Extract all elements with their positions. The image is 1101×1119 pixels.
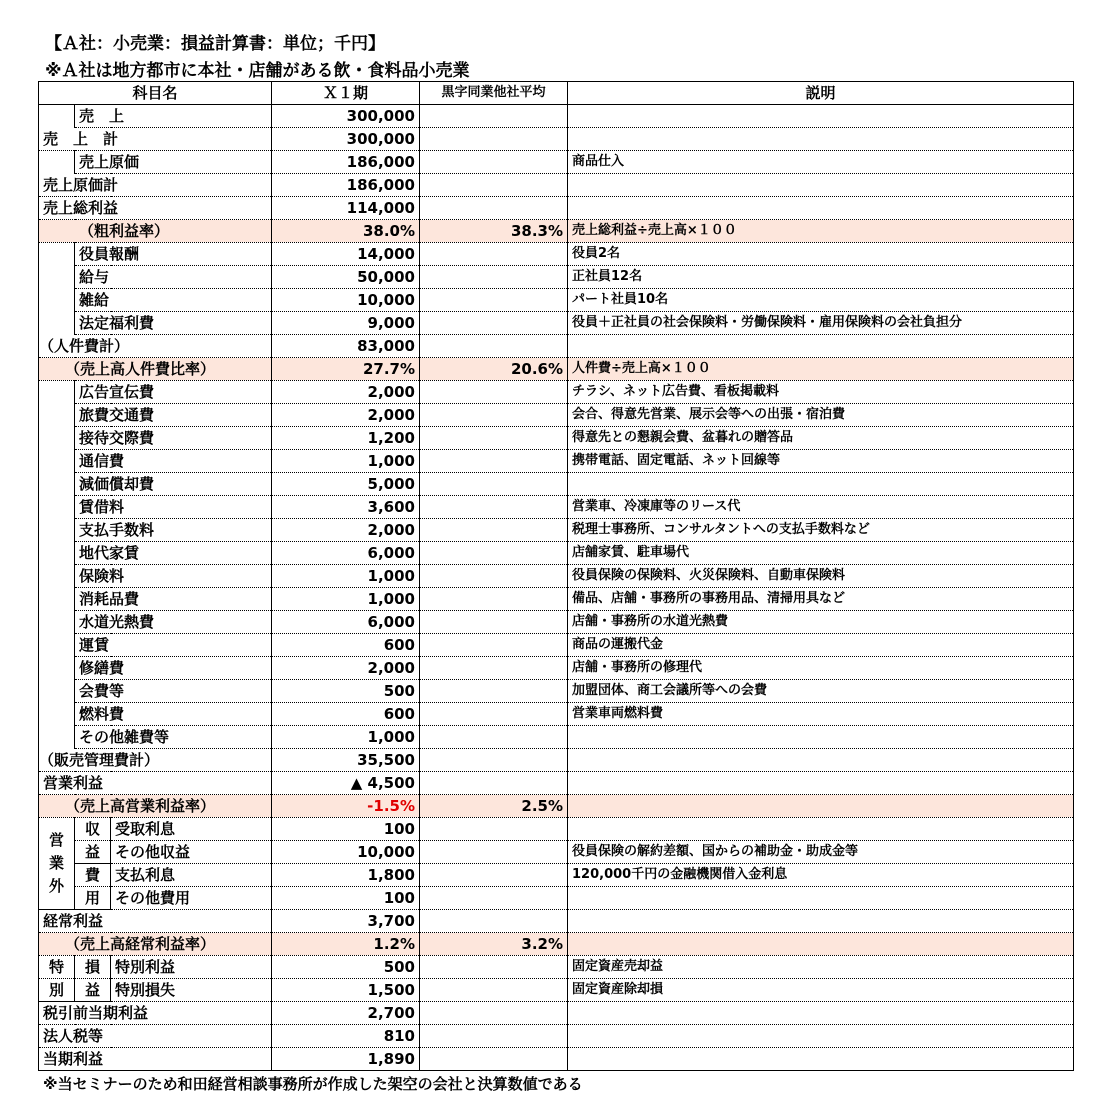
row-label: 税引前当期利益	[39, 1002, 272, 1025]
table-row	[39, 1048, 1074, 1071]
row-value: 100	[272, 818, 420, 841]
row-value: 186,000	[272, 151, 420, 174]
row-value: 27.7%	[272, 358, 420, 381]
row-label: 法定福利費	[75, 312, 272, 335]
row-label: 売上総利益	[39, 197, 272, 220]
row-desc: 人件費÷売上高×１００	[568, 358, 1074, 381]
row-desc: 商品仕入	[568, 151, 1074, 174]
row-label: （売上高人件費比率）	[39, 358, 272, 381]
table-row	[39, 312, 1074, 335]
row-value: 10,000	[272, 841, 420, 864]
table-row	[39, 404, 1074, 427]
row-label: （売上高営業利益率）	[39, 795, 272, 818]
table-row	[39, 197, 1074, 220]
row-desc: 営業車、冷凍庫等のリース代	[568, 496, 1074, 519]
row-value: 1,000	[272, 726, 420, 749]
row-value: 83,000	[272, 335, 420, 358]
row-value: 2,000	[272, 404, 420, 427]
row-label: 消耗品費	[75, 588, 272, 611]
row-desc: 正社員12名	[568, 266, 1074, 289]
row-desc: 商品の運搬代金	[568, 634, 1074, 657]
row-value: 14,000	[272, 243, 420, 266]
row-value: 50,000	[272, 266, 420, 289]
row-desc: 役員保険の保険料、火災保険料、自動車保険料	[568, 565, 1074, 588]
row-label: 燃料費	[75, 703, 272, 726]
table-row	[39, 1002, 1074, 1025]
table-row	[39, 657, 1074, 680]
table-row	[39, 841, 1074, 864]
row-label: 修繕費	[75, 657, 272, 680]
row-value: 3,700	[272, 910, 420, 933]
table-row	[39, 979, 1074, 1002]
row-label: 広告宣伝費	[75, 381, 272, 404]
ratio-row	[39, 933, 1074, 956]
row-desc: チラシ、ネット広告費、看板掲載料	[568, 381, 1074, 404]
side-shueki-1: 収	[75, 818, 111, 841]
row-label: （人件費計）	[39, 335, 272, 358]
row-desc: 加盟団体、商工会議所等への会費	[568, 680, 1074, 703]
table-row	[39, 726, 1074, 749]
sheet-title: 【Ａ社：小売業：損益計算書：単位；千円】	[45, 34, 385, 54]
table-row	[39, 864, 1074, 887]
table-row	[39, 1025, 1074, 1048]
table-row	[39, 588, 1074, 611]
row-label: 給与	[75, 266, 272, 289]
row-label: 雑給	[75, 289, 272, 312]
table-row	[39, 496, 1074, 519]
row-desc: 携帯電話、固定電話、ネット回線等	[568, 450, 1074, 473]
table-row	[39, 749, 1074, 772]
header-period: Ｘ１期	[272, 82, 420, 105]
row-label: 通信費	[75, 450, 272, 473]
row-value: 500	[272, 956, 420, 979]
row-value: 35,500	[272, 749, 420, 772]
row-value: 5,000	[272, 473, 420, 496]
row-desc: 店舗・事務所の修理代	[568, 657, 1074, 680]
row-label: 支払手数料	[75, 519, 272, 542]
ratio-row	[39, 358, 1074, 381]
row-label: 特別損失	[111, 979, 272, 1002]
row-desc: パート社員10名	[568, 289, 1074, 312]
table-row	[39, 818, 1074, 841]
row-value: 1.2%	[272, 933, 420, 956]
row-value: 6,000	[272, 611, 420, 634]
row-label: 売 上	[75, 105, 272, 128]
row-desc: 店舗・事務所の水道光熱費	[568, 611, 1074, 634]
side-tokubetsu-2: 別	[39, 979, 75, 1002]
row-label: （販売管理費計）	[39, 749, 272, 772]
side-eigyogai: 営 業 外	[39, 818, 75, 910]
row-avg: 20.6%	[420, 358, 568, 381]
row-value: 810	[272, 1025, 420, 1048]
table-row	[39, 151, 1074, 174]
sheet-subtitle: ※Ａ社は地方都市に本社・店舗がある飲・食料品小売業	[45, 61, 470, 81]
row-label: 売 上 計	[39, 128, 272, 151]
row-value: 114,000	[272, 197, 420, 220]
row-label: 支払利息	[111, 864, 272, 887]
row-label: 旅費交通費	[75, 404, 272, 427]
row-value: 3,600	[272, 496, 420, 519]
side-hiyo-2: 用	[75, 887, 111, 910]
row-value: 6,000	[272, 542, 420, 565]
row-avg: 2.5%	[420, 795, 568, 818]
table-row	[39, 243, 1074, 266]
row-value: 2,000	[272, 657, 420, 680]
side-sonneki-2: 益	[75, 979, 111, 1002]
row-value: 300,000	[272, 128, 420, 151]
row-label: 保険料	[75, 565, 272, 588]
row-label: 当期利益	[39, 1048, 272, 1071]
row-label: （粗利益率）	[39, 220, 272, 243]
table-row	[39, 611, 1074, 634]
row-label: 売上原価計	[39, 174, 272, 197]
row-desc: 売上総利益÷売上高×１００	[568, 220, 1074, 243]
row-value: 1,000	[272, 565, 420, 588]
row-label: 特別利益	[111, 956, 272, 979]
table-row	[39, 565, 1074, 588]
row-value: 300,000	[272, 105, 420, 128]
row-value: -1.5%	[272, 795, 420, 818]
row-label: 売上原価	[75, 151, 272, 174]
row-label: 賃借料	[75, 496, 272, 519]
side-hiyo-1: 費	[75, 864, 111, 887]
row-desc: 120,000千円の金融機関借入金利息	[568, 864, 1074, 887]
table-row	[39, 542, 1074, 565]
row-label: 減価償却費	[75, 473, 272, 496]
row-label: 役員報酬	[75, 243, 272, 266]
table-row	[39, 772, 1074, 795]
row-value: 1,890	[272, 1048, 420, 1071]
row-desc: 役員＋正社員の社会保険料・労働保険料・雇用保険料の会社負担分	[568, 312, 1074, 335]
row-label: 会費等	[75, 680, 272, 703]
table-row	[39, 450, 1074, 473]
row-value: 600	[272, 634, 420, 657]
header-row	[39, 82, 1074, 105]
table-row	[39, 956, 1074, 979]
table-row	[39, 910, 1074, 933]
row-label: 接待交際費	[75, 427, 272, 450]
table-row	[39, 335, 1074, 358]
table-row	[39, 381, 1074, 404]
row-desc: 固定資産除却損	[568, 979, 1074, 1002]
row-value: 100	[272, 887, 420, 910]
row-desc: 会合、得意先営業、展示会等への出張・宿泊費	[568, 404, 1074, 427]
row-value: 10,000	[272, 289, 420, 312]
header-desc: 説明	[568, 82, 1074, 105]
table-row	[39, 128, 1074, 151]
row-label: 法人税等	[39, 1025, 272, 1048]
row-label: その他収益	[111, 841, 272, 864]
row-value: 1,000	[272, 450, 420, 473]
row-label: （売上高経常利益率）	[39, 933, 272, 956]
ratio-row	[39, 795, 1074, 818]
table-row	[39, 680, 1074, 703]
row-label: 経常利益	[39, 910, 272, 933]
row-label: 地代家賃	[75, 542, 272, 565]
ratio-row	[39, 220, 1074, 243]
row-desc: 備品、店舗・事務所の事務用品、清掃用具など	[568, 588, 1074, 611]
row-value: 600	[272, 703, 420, 726]
row-value: 2,700	[272, 1002, 420, 1025]
header-item: 科目名	[39, 82, 272, 105]
row-label: 水道光熱費	[75, 611, 272, 634]
row-desc: 税理士事務所、コンサルタントへの支払手数料など	[568, 519, 1074, 542]
row-desc: 役員保険の解約差額、国からの補助金・助成金等	[568, 841, 1074, 864]
row-label: 受取利息	[111, 818, 272, 841]
row-value: 500	[272, 680, 420, 703]
side-tokubetsu-1: 特	[39, 956, 75, 979]
table-row	[39, 634, 1074, 657]
row-value: 1,800	[272, 864, 420, 887]
row-desc: 得意先との懇親会費、盆暮れの贈答品	[568, 427, 1074, 450]
row-label: 運賃	[75, 634, 272, 657]
row-value: 2,000	[272, 381, 420, 404]
income-statement-table	[38, 81, 1074, 1071]
row-label: その他費用	[111, 887, 272, 910]
table-row	[39, 519, 1074, 542]
row-value: 2,000	[272, 519, 420, 542]
row-value: 1,200	[272, 427, 420, 450]
table-row	[39, 266, 1074, 289]
row-value: 186,000	[272, 174, 420, 197]
row-desc: 固定資産売却益	[568, 956, 1074, 979]
row-value: 1,000	[272, 588, 420, 611]
row-value: 1,500	[272, 979, 420, 1002]
row-desc: 役員2名	[568, 243, 1074, 266]
row-value: 38.0%	[272, 220, 420, 243]
row-label: その他雑費等	[75, 726, 272, 749]
row-desc: 店舗家賃、駐車場代	[568, 542, 1074, 565]
row-desc: 営業車両燃料費	[568, 703, 1074, 726]
table-row	[39, 473, 1074, 496]
table-row	[39, 105, 1074, 128]
row-value: ▲ 4,500	[272, 772, 420, 795]
footnote: ※当セミナーのため和田経営相談事務所が作成した架空の会社と決算数値である	[43, 1075, 583, 1093]
table-row	[39, 887, 1074, 910]
side-sonneki-1: 損	[75, 956, 111, 979]
header-avg: 黒字同業他社平均	[420, 82, 568, 105]
table-row	[39, 289, 1074, 312]
row-avg: 3.2%	[420, 933, 568, 956]
side-shueki-2: 益	[75, 841, 111, 864]
row-value: 9,000	[272, 312, 420, 335]
table-row	[39, 427, 1074, 450]
row-avg: 38.3%	[420, 220, 568, 243]
table-row	[39, 703, 1074, 726]
table-row	[39, 174, 1074, 197]
row-label: 営業利益	[39, 772, 272, 795]
